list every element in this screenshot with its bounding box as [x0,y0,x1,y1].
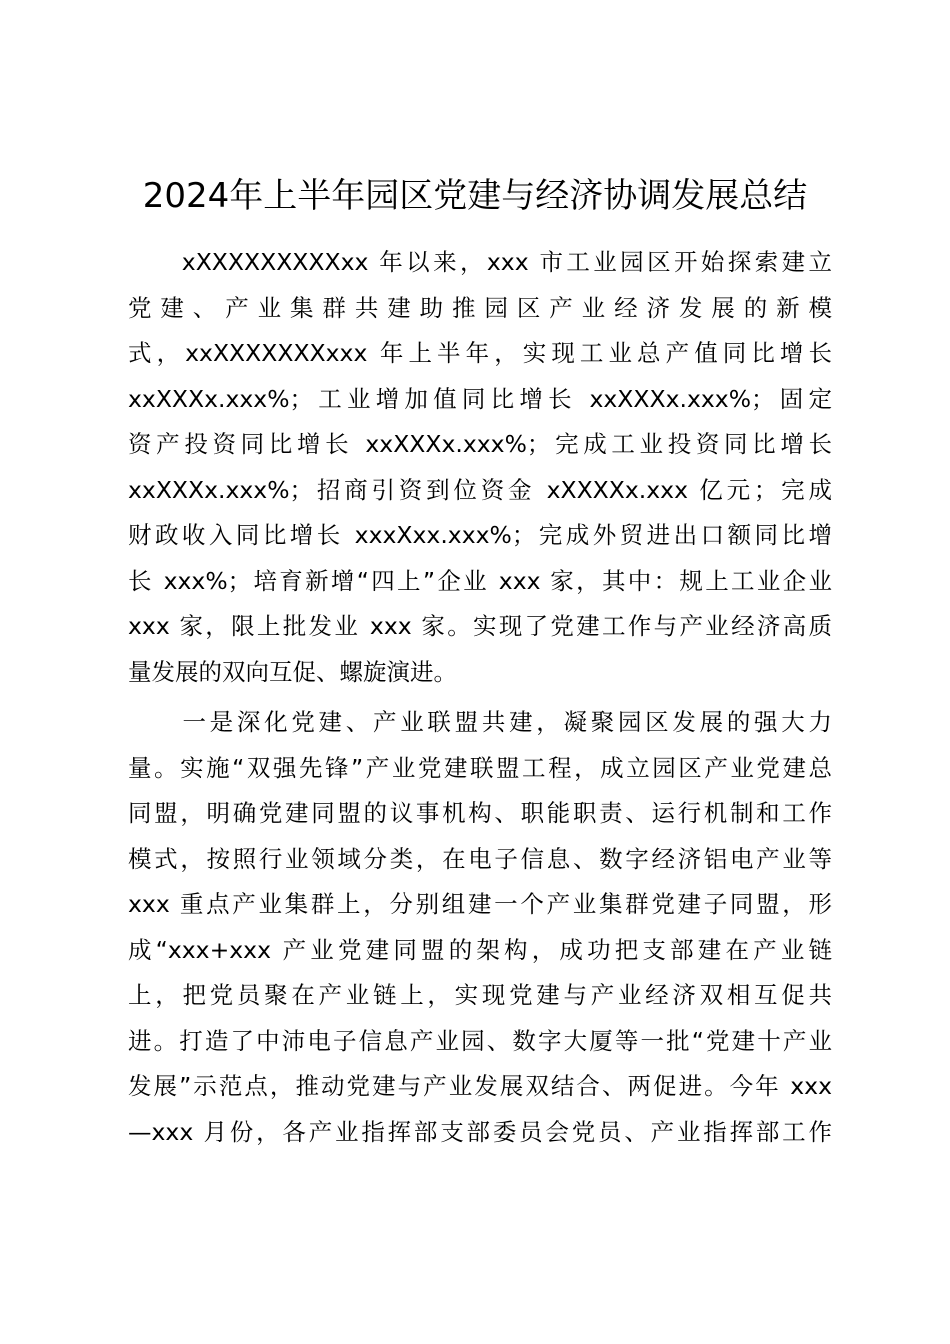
text-line: 进。打造了中沛电子信息产业园、数字大厦等一批“党建十产业 [128,1026,832,1055]
text-line: 量发展的双向互促、螺旋演进。 [128,657,457,686]
text-line: 发展”示范点，推动党建与产业发展双结合、两促进。今年 xxx [128,1072,832,1100]
paragraph-2 [128,700,832,1155]
text-line: 财政收入同比增长 xxxXxx.xxx%；完成外贸进出口额同比增 [128,521,832,549]
text-line: 模式，按照行业领域分类，在电子信息、数字经济铝电产业等 [128,844,832,873]
text-line: 同盟，明确党建同盟的议事机构、职能职责、运行机制和工作 [128,799,832,827]
text-line: —xxx 月份，各产业指挥部支部委员会党员、产业指挥部工作 [128,1117,832,1146]
text-line: 式，xxXXXXXXXxxx 年上半年，实现工业总产值同比增长 [128,339,832,367]
text-line: 一是深化党建、产业联盟共建，凝聚园区发展的强大力 [128,708,832,736]
text-line: xxXXXx.xxx%；招商引资到位资金 xXXXXx.xxx 亿元；完成 [128,475,832,504]
text-line: 资产投资同比增长 xxXXXx.xxx%；完成工业投资同比增长 [128,430,832,458]
text-line: 上，把党员聚在产业链上，实现党建与产业经济双相互促共 [128,981,832,1009]
paragraph-1 [128,240,832,695]
text-line: xxx 家，限上批发业 xxx 家。实现了党建工作与产业经济高质 [128,612,832,640]
document-title: 2024年上半年园区党建与经济协调发展总结 [142,176,808,216]
text-line: xXXXXXXXXXxx 年以来，xxx 市工业园区开始探索建立 [128,248,832,276]
text-line: 长 xxx%；培育新增“四上”企业 xxx 家，其中：规上工业企业 [128,566,832,595]
text-line: 党建、产业集群共建助推园区产业经济发展的新模 [128,293,832,322]
text-line: 成“xxx+xxx 产业党建同盟的架构，成功把支部建在产业链 [128,935,832,964]
text-line: 量。实施“双强先锋”产业党建联盟工程，成立园区产业党建总 [128,753,832,782]
text-line: xxx 重点产业集群上，分别组建一个产业集群党建子同盟，形 [128,890,832,918]
text-line: xxXXXx.xxx%；工业增加值同比增长 xxXXXx.xxx%；固定 [128,384,832,413]
